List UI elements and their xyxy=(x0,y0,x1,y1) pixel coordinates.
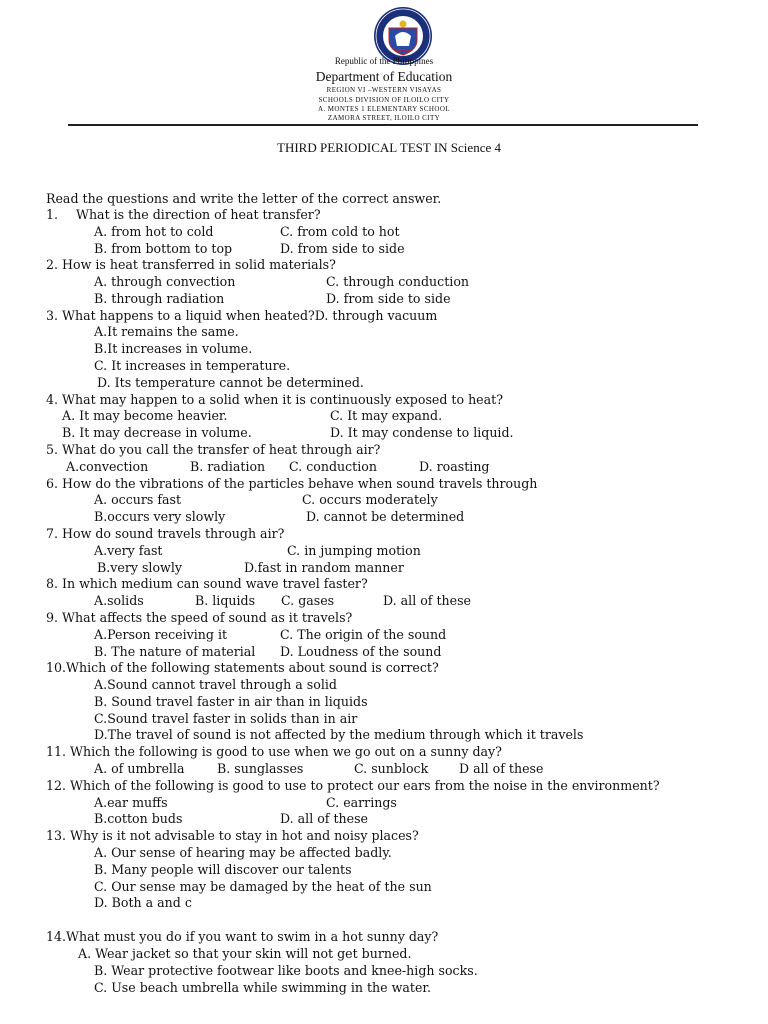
question-12: 12. Which of the following is good to use to protect our ears from the noise in the environment? xyxy=(46,778,660,793)
question-13-option-b: B. Many people will discover our talents xyxy=(94,862,352,877)
question-13-option-a: A. Our sense of hearing may be affected badly. xyxy=(94,845,392,860)
question-7-option-c: C. in jumping motion xyxy=(287,543,421,558)
question-2-option-a: A. through convection xyxy=(94,274,236,289)
question-7-option-b: B.very slowly xyxy=(97,560,182,575)
question-7-option-a: A.very fast xyxy=(94,543,163,558)
question-6-option-a: A. occurs fast xyxy=(94,492,182,507)
question-14-option-b: B. Wear protective footwear like boots and knee-high socks. xyxy=(94,963,478,978)
question-7: 7. How do sound travels through air? xyxy=(46,526,285,541)
question-1-option-b: B. from bottom to top xyxy=(94,241,233,256)
question-10-option-b: B. Sound travel faster in air than in liquids xyxy=(94,694,368,709)
question-14-option-c: C. Use beach umbrella while swimming in the water. xyxy=(94,980,432,995)
question-8-option-d: D. all of these xyxy=(383,593,472,608)
question-12-option-b: B.cotton buds xyxy=(94,811,183,826)
question-3-option-d: D. Its temperature cannot be determined. xyxy=(97,375,364,390)
question-11: 11. Which the following is good to use when we go out on a sunny day? xyxy=(46,744,502,759)
question-11-option-c: C. sunblock xyxy=(354,761,429,776)
question-10: 10.Which of the following statements about sound is correct? xyxy=(46,660,439,675)
question-6-option-b: B.occurs very slowly xyxy=(94,509,226,524)
test-title: THIRD PERIODICAL TEST IN Science 4 xyxy=(277,140,501,155)
question-13-option-d: D. Both a and c xyxy=(94,895,192,910)
question-5-option-a: A.convection xyxy=(66,459,149,474)
question-4-option-d: D. It may condense to liquid. xyxy=(330,425,514,440)
question-1-option-d: D. from side to side xyxy=(280,241,405,256)
question-13-option-c: C. Our sense may be damaged by the heat of the sun xyxy=(94,879,432,894)
question-5-option-c: C. conduction xyxy=(289,459,377,474)
question-11-option-b: B. sunglasses xyxy=(217,761,304,776)
republic-label: Republic of the Philippines xyxy=(334,56,434,66)
question-10-option-a: A.Sound cannot travel through a solid xyxy=(94,677,337,692)
question-4-option-c: C. It may expand. xyxy=(330,408,443,423)
question-1-number: 1. xyxy=(46,207,59,222)
question-4-option-a: A. It may become heavier. xyxy=(62,408,228,423)
question-12-option-a: A.ear muffs xyxy=(94,795,168,810)
question-8-option-c: C. gases xyxy=(281,593,335,608)
question-6: 6. How do the vibrations of the particles behave when sound travels through xyxy=(46,476,538,491)
question-4: 4. What may happen to a solid when it is continuously exposed to heat? xyxy=(46,392,503,407)
department-title: Department of Education xyxy=(315,69,453,84)
header-divider xyxy=(68,124,698,126)
question-14-option-a: A. Wear jacket so that your skin will not get burned. xyxy=(78,946,412,961)
question-9-option-d: D. Loudness of the sound xyxy=(280,644,442,659)
question-6-option-c: C. occurs moderately xyxy=(302,492,438,507)
question-10-option-d: D.The travel of sound is not affected by the medium through which it travels xyxy=(94,727,584,742)
question-5: 5. What do you call the transfer of heat through air? xyxy=(46,442,381,457)
question-13: 13. Why is it not advisable to stay in hot and noisy places? xyxy=(46,828,419,843)
question-2: 2. How is heat transferred in solid materials? xyxy=(46,257,336,272)
question-5-option-d: D. roasting xyxy=(419,459,490,474)
question-3: 3. What happens to a liquid when heated?D. through vacuum xyxy=(46,308,438,323)
school-name: A. MONTES 1 ELEMENTARY SCHOOL xyxy=(318,105,450,113)
question-11-option-d: D all of these xyxy=(459,761,544,776)
question-11-option-a: A. of umbrella xyxy=(94,761,185,776)
question-9-option-c: C. The origin of the sound xyxy=(280,627,447,642)
question-12-option-c: C. earrings xyxy=(326,795,397,810)
question-3-option-b: B.It increases in volume. xyxy=(94,341,253,356)
question-6-option-d: D. cannot be determined xyxy=(306,509,465,524)
question-1: What is the direction of heat transfer? xyxy=(76,207,321,222)
question-12-option-d: D. all of these xyxy=(280,811,369,826)
question-10-option-c: C.Sound travel faster in solids than in air xyxy=(94,711,358,726)
question-5-option-b: B. radiation xyxy=(190,459,266,474)
question-9: 9. What affects the speed of sound as it travels? xyxy=(46,610,353,625)
question-4-option-b: B. It may decrease in volume. xyxy=(62,425,252,440)
question-9-option-b: B. The nature of material xyxy=(94,644,256,659)
question-2-option-c: C. through conduction xyxy=(326,274,470,289)
question-2-option-b: B. through radiation xyxy=(94,291,225,306)
question-8-option-b: B. liquids xyxy=(195,593,256,608)
question-8-option-a: A.solids xyxy=(94,593,144,608)
question-3-option-a: A.It remains the same. xyxy=(94,324,239,339)
region-label: REGION VI –WESTERN VISAYAS xyxy=(326,86,442,94)
school-address: ZAMORA STREET, ILOILO CITY xyxy=(327,114,441,122)
question-14: 14.What must you do if you want to swim in a hot sunny day? xyxy=(46,929,439,944)
question-1-option-c: C. from cold to hot xyxy=(280,224,400,239)
question-2-option-d: D. from side to side xyxy=(326,291,451,306)
division-label: SCHOOLS DIVISION OF ILOILO CITY xyxy=(318,96,450,104)
instructions: Read the questions and write the letter of the correct answer. xyxy=(46,191,442,206)
question-9-option-a: A.Person receiving it xyxy=(94,627,228,642)
question-3-option-c: C. It increases in temperature. xyxy=(94,358,291,373)
question-7-option-d: D.fast in random manner xyxy=(244,560,404,575)
question-8: 8. In which medium can sound wave travel faster? xyxy=(46,576,368,591)
question-1-option-a: A. from hot to cold xyxy=(94,224,214,239)
